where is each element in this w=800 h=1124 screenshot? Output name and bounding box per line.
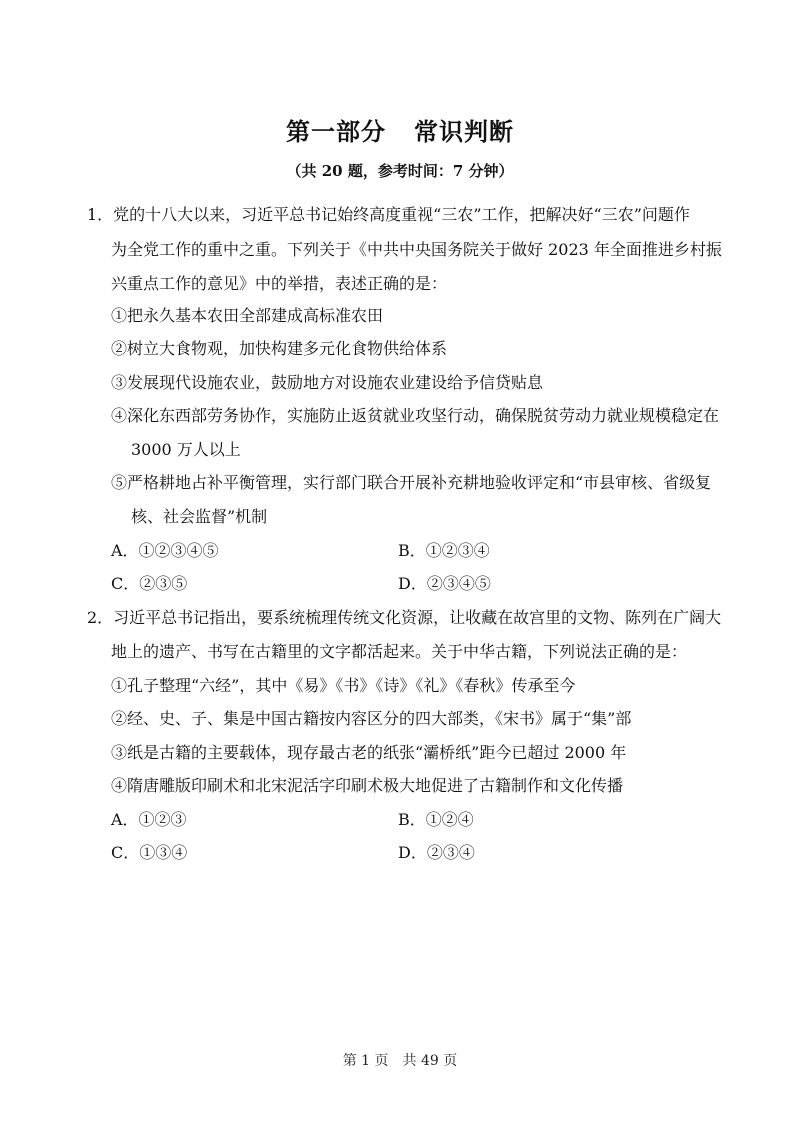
page-title [0,112,800,147]
question-1-stem-line: 兴重点工作的意见》中的举措，表述正确的是： [111,274,448,293]
question-2-stem-line: 2．习近平总书记指出，要系统梳理传统文化资源，让收藏在故宫里的文物、陈列在广阔大 [87,608,722,627]
question-2-statement: ①孔子整理“六经”，其中《易》《书》《诗》《礼》《春秋》传承至今 [111,676,576,695]
question-1-statement: ⑤严格耕地占补平衡管理，实行部门联合开展补充耕地验收评定和“市县审核、省级复 [111,473,712,492]
question-2-statement: ③纸是古籍的主要载体，现存最古老的纸张“灞桥纸”距今已超过 2000 年 [111,743,627,762]
question-1-option-d[interactable]: D．②③④⑤ [398,574,491,593]
question-2-statement: ④隋唐雕版印刷术和北宋泥活字印刷术极大地促进了古籍制作和文化传播 [111,776,624,795]
question-1-statement-continued: 核、社会监督”机制 [131,507,268,526]
page-number-footer: 第 1 页 共 49 页 [342,1053,458,1069]
question-1-statement: ①把永久基本农田全部建成高标准农田 [111,306,384,325]
question-2-statement: ②经、史、子、集是中国古籍按内容区分的四大部类，《宋书》属于“集”部 [111,709,632,728]
question-1-stem-line: 1．党的十八大以来，习近平总书记始终高度重视“三农”工作，把解决好“三农”问题作 [87,205,690,224]
question-1-option-b[interactable]: B．①②③④ [398,541,490,560]
question-1-statement: ③发展现代设施农业，鼓励地方对设施农业建设给予信贷贴息 [111,373,544,392]
question-1-option-a[interactable]: A．①②③④⑤ [111,541,219,560]
question-1-option-c[interactable]: C．②③⑤ [111,574,188,593]
question-2-option-c[interactable]: C．①③④ [111,843,188,862]
part-title: 第一部分 [286,118,386,146]
question-1-statement-continued: 3000 万人以上 [131,440,241,459]
section-subtitle: （共 20 题，参考时间：7 分钟） [286,162,514,180]
question-1-statement: ②树立大食物观，加快构建多元化食物供给体系 [111,339,448,358]
question-1-stem-line: 为全党工作的重中之重。下列关于《中共中央国务院关于做好 2023 年全面推进乡村振 [111,240,722,259]
question-2-option-d[interactable]: D．②③④ [398,843,475,862]
question-1-statement: ④深化东西部劳务协作，实施防止返贫就业攻坚行动，确保脱贫劳动力就业规模稳定在 [111,406,720,425]
question-2-option-b[interactable]: B．①②④ [398,810,474,829]
section-title: 常识判断 [414,118,514,146]
question-2-stem-line: 地上的遗产、书写在古籍里的文字都活起来。关于中华古籍，下列说法正确的是： [111,642,688,661]
question-2-option-a[interactable]: A．①②③ [111,810,187,829]
